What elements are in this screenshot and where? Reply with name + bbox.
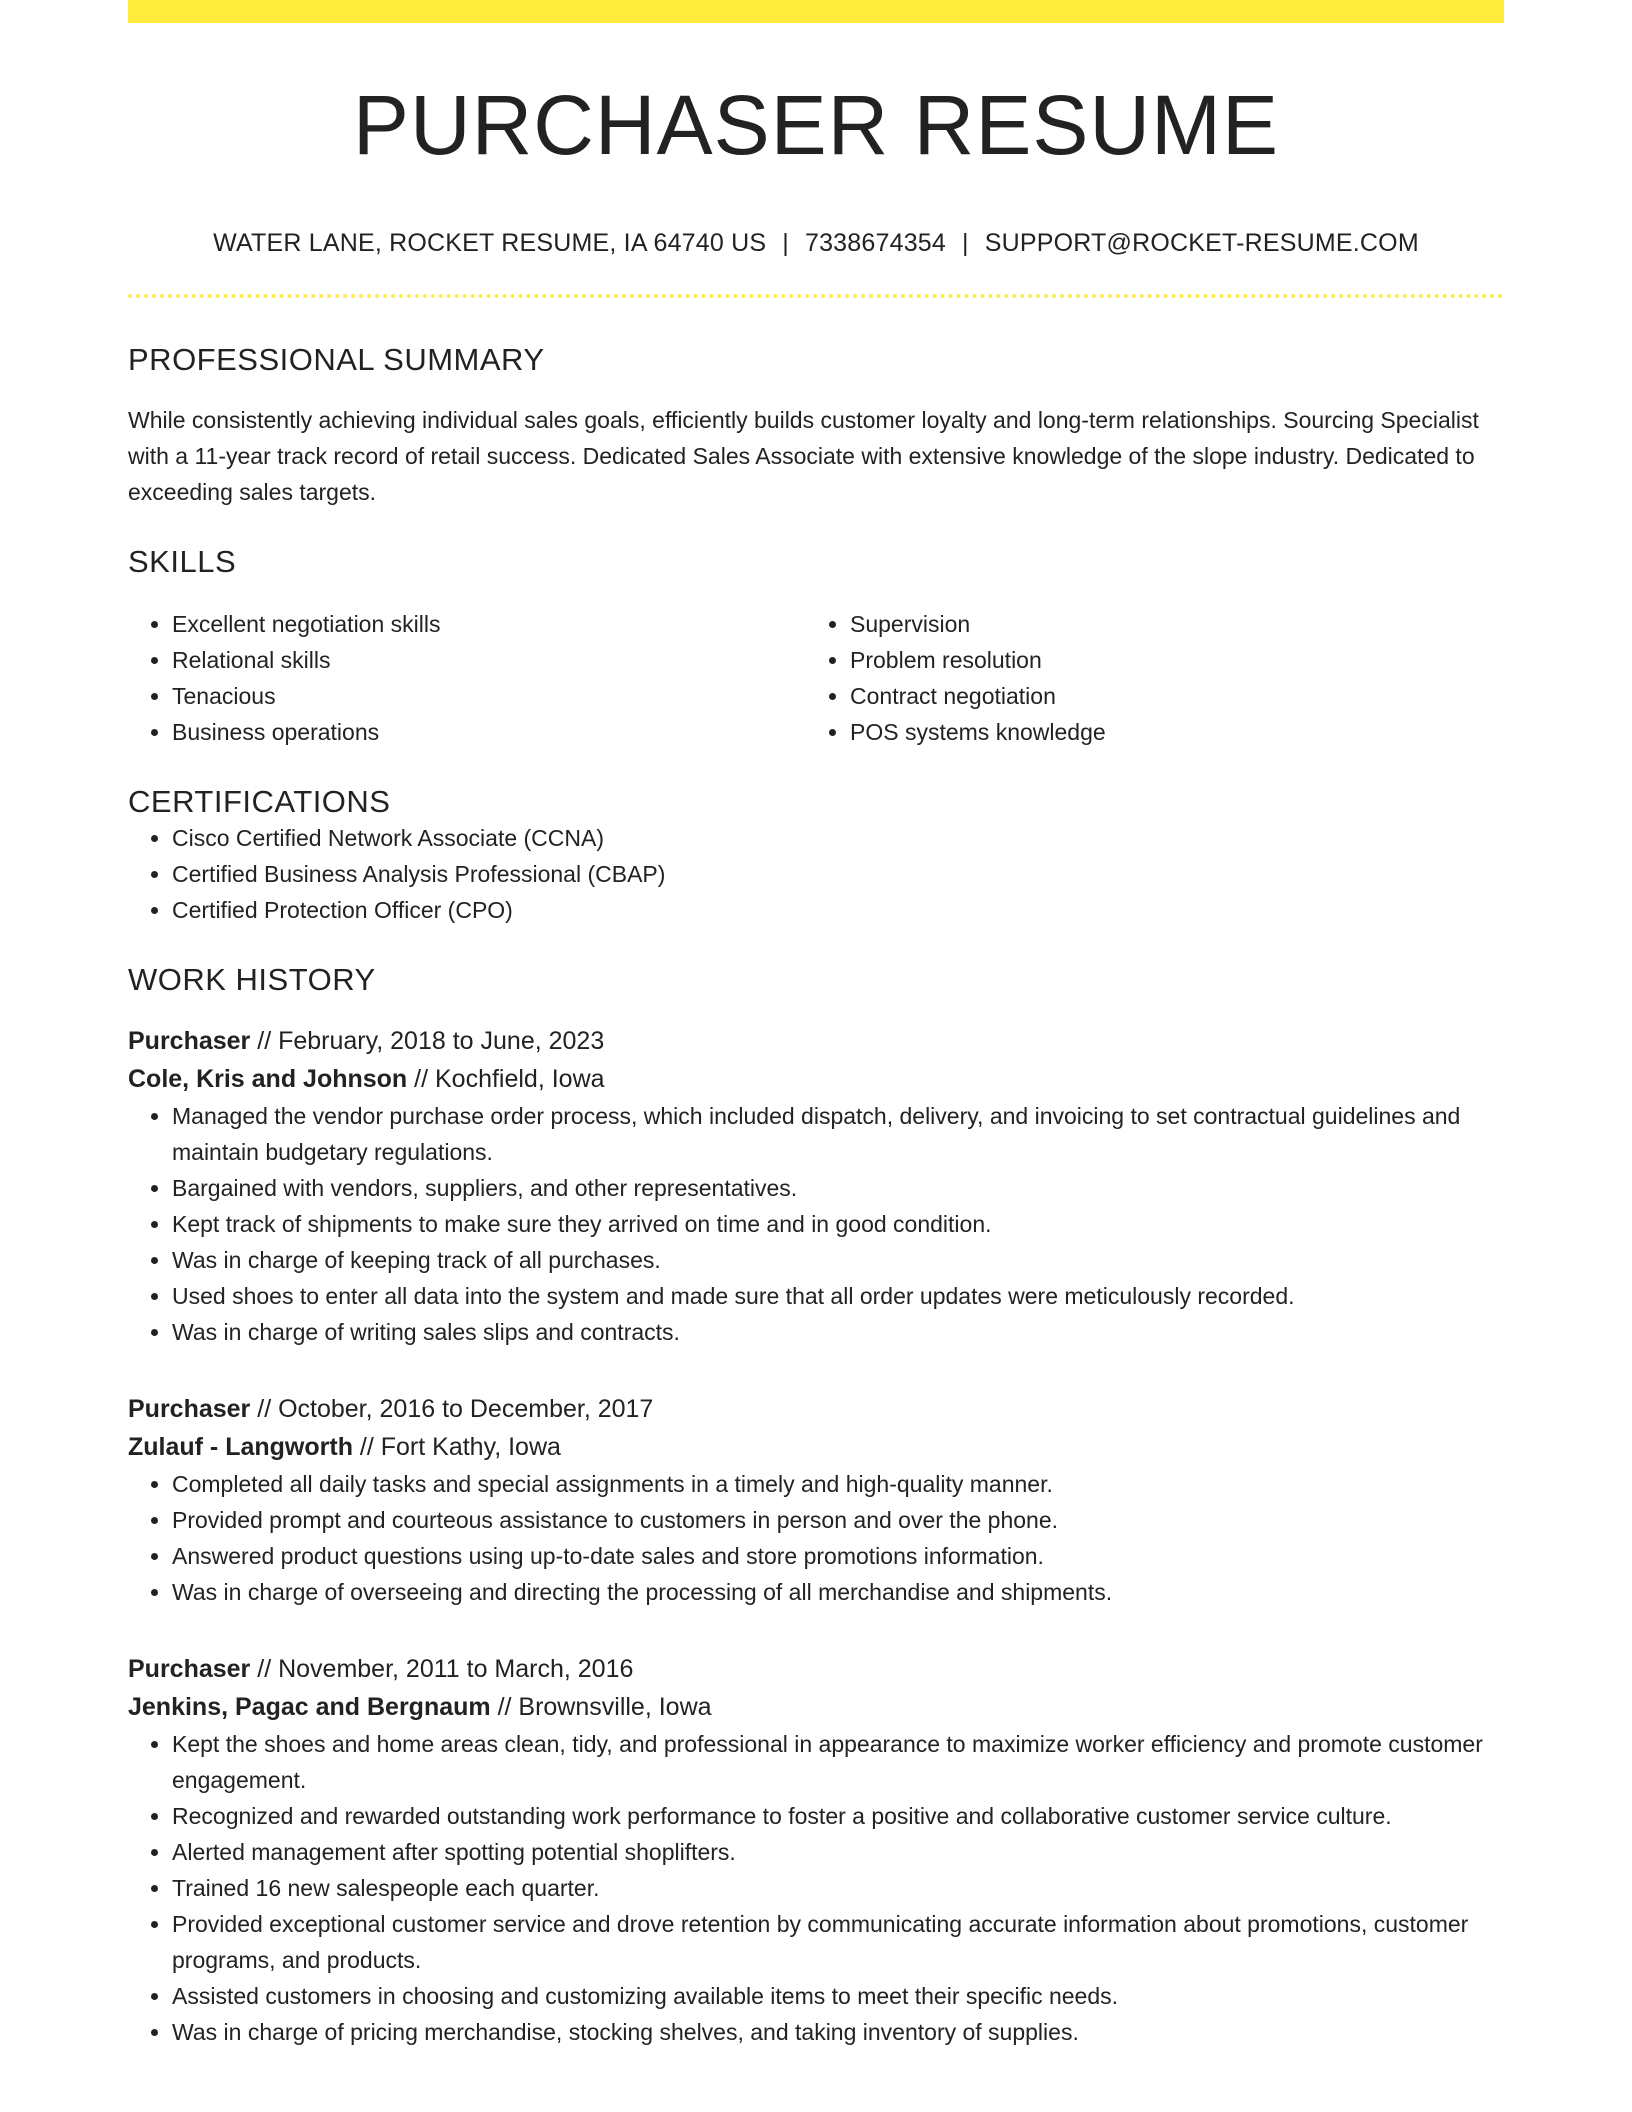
job-company: Jenkins, Pagac and Bergnaum bbox=[128, 1693, 491, 1722]
job-title-line bbox=[128, 1022, 1504, 1060]
job-bullet: • Kept track of shipments to make sure they arrived on time and in good condition. bbox=[172, 1206, 1504, 1242]
job-title-line bbox=[128, 1390, 1504, 1428]
contact-separator: | bbox=[782, 229, 789, 258]
certification-item: • Certified Protection Officer (CPO) bbox=[172, 892, 1504, 928]
dotted-divider bbox=[128, 294, 1504, 298]
job-company: Cole, Kris and Johnson bbox=[128, 1065, 408, 1094]
skill-item: • Relational skills bbox=[172, 642, 806, 678]
job-bullet: • Was in charge of overseeing and directing the processing of all merchandise and shipments. bbox=[172, 1574, 1504, 1610]
job-location: // Kochfield, Iowa bbox=[407, 1065, 605, 1094]
accent-top-bar bbox=[128, 0, 1504, 23]
skills-column-left bbox=[128, 606, 806, 750]
job-title: Purchaser bbox=[128, 1027, 251, 1056]
certification-item: • Certified Business Analysis Professional (CBAP) bbox=[172, 856, 1504, 892]
job-entry bbox=[128, 1650, 1504, 2050]
job-company-line bbox=[128, 1060, 1504, 1098]
job-company-line bbox=[128, 1428, 1504, 1466]
summary-text: While consistently achieving individual sales goals, efficiently builds customer loyalty and long-term relationships. Sourcing Specialist with a 11-year track record of retail success. Dedicated Sales Associate with extensive knowledge of the slope industry. Dedicated to exceeding sales targets. bbox=[128, 407, 1479, 506]
job-bullet: • Assisted customers in choosing and customizing available items to meet their specific needs. bbox=[172, 1978, 1504, 2014]
job-bullet: • Was in charge of pricing merchandise, stocking shelves, and taking inventory of supplies. bbox=[172, 2014, 1504, 2050]
contact-line bbox=[128, 229, 1504, 258]
job-bullet: • Managed the vendor purchase order process, which included dispatch, delivery, and invoicing to set contractual guidelines and maintain budgetary regulations. bbox=[172, 1098, 1504, 1170]
contact-separator: | bbox=[962, 229, 969, 258]
work-history-heading: WORK HISTORY bbox=[128, 962, 376, 998]
job-bullet: • Answered product questions using up-to-date sales and store promotions information. bbox=[172, 1538, 1504, 1574]
contact-phone: 7338674354 bbox=[804, 229, 947, 258]
job-bullet: • Provided exceptional customer service and drove retention by communicating accurate information about promotions, customer programs, and products. bbox=[172, 1906, 1504, 1978]
job-title-line bbox=[128, 1650, 1504, 1688]
job-company-line bbox=[128, 1688, 1504, 1726]
resume-page bbox=[128, 0, 1504, 2050]
job-bullet: • Used shoes to enter all data into the system and made sure that all order updates were meticulously recorded. bbox=[172, 1278, 1504, 1314]
skill-item: • POS systems knowledge bbox=[850, 714, 1484, 750]
job-bullet: • Was in charge of keeping track of all purchases. bbox=[172, 1242, 1504, 1278]
resume-title: PURCHASER RESUME bbox=[352, 78, 1280, 172]
job-bullet: • Bargained with vendors, suppliers, and other representatives. bbox=[172, 1170, 1504, 1206]
job-dates: // November, 2011 to March, 2016 bbox=[250, 1655, 634, 1684]
skill-item: • Business operations bbox=[172, 714, 806, 750]
job-bullet: • Alerted management after spotting potential shoplifters. bbox=[172, 1834, 1504, 1870]
contact-email: SUPPORT@ROCKET-RESUME.COM bbox=[984, 229, 1419, 258]
contact-address: WATER LANE, ROCKET RESUME, IA 64740 US bbox=[213, 229, 767, 258]
job-bullets bbox=[128, 1098, 1504, 1350]
certifications-heading: CERTIFICATIONS bbox=[128, 784, 391, 820]
job-location: // Brownsville, Iowa bbox=[490, 1693, 712, 1722]
job-title: Purchaser bbox=[128, 1655, 251, 1684]
job-bullet: • Was in charge of writing sales slips and contracts. bbox=[172, 1314, 1504, 1350]
job-bullet: • Provided prompt and courteous assistance to customers in person and over the phone. bbox=[172, 1502, 1504, 1538]
skills-list-left bbox=[128, 606, 806, 750]
skill-item: • Problem resolution bbox=[850, 642, 1484, 678]
summary-heading: PROFESSIONAL SUMMARY bbox=[128, 342, 545, 378]
skill-item: • Tenacious bbox=[172, 678, 806, 714]
job-company: Zulauf - Langworth bbox=[128, 1433, 353, 1462]
job-bullet: • Recognized and rewarded outstanding work performance to foster a positive and collaborative customer service culture. bbox=[172, 1798, 1504, 1834]
job-bullets bbox=[128, 1466, 1504, 1610]
job-bullets bbox=[128, 1726, 1504, 2050]
job-bullet: • Trained 16 new salespeople each quarter. bbox=[172, 1870, 1504, 1906]
skill-item: • Excellent negotiation skills bbox=[172, 606, 806, 642]
skills-grid bbox=[128, 606, 1504, 750]
job-bullet: • Completed all daily tasks and special assignments in a timely and high-quality manner. bbox=[172, 1466, 1504, 1502]
skill-item: • Supervision bbox=[850, 606, 1484, 642]
job-dates: // October, 2016 to December, 2017 bbox=[250, 1395, 654, 1424]
skills-list-right bbox=[806, 606, 1484, 750]
skill-item: • Contract negotiation bbox=[850, 678, 1484, 714]
job-bullet: • Kept the shoes and home areas clean, tidy, and professional in appearance to maximize worker efficiency and promote customer engagement. bbox=[172, 1726, 1504, 1798]
job-location: // Fort Kathy, Iowa bbox=[352, 1433, 561, 1462]
job-title: Purchaser bbox=[128, 1395, 251, 1424]
job-entry bbox=[128, 1022, 1504, 1350]
skills-column-right bbox=[806, 606, 1484, 750]
job-dates: // February, 2018 to June, 2023 bbox=[250, 1027, 605, 1056]
certifications-list bbox=[128, 820, 1504, 928]
skills-heading: SKILLS bbox=[128, 544, 237, 580]
certification-item: • Cisco Certified Network Associate (CCNA) bbox=[172, 820, 1504, 856]
job-entry bbox=[128, 1390, 1504, 1610]
